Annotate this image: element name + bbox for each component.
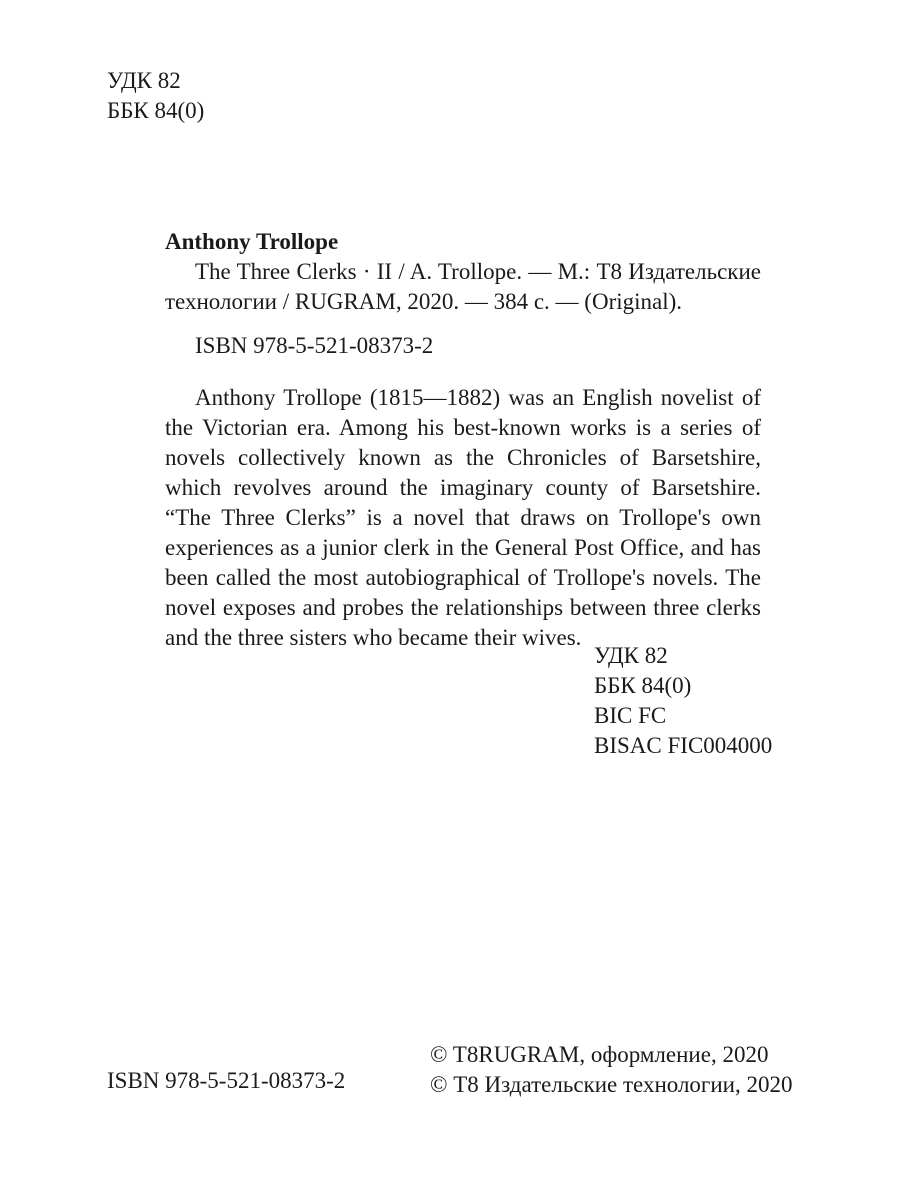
book-annotation: Anthony Trollope (1815—1882) was an English novelist of the Victorian era. Among his best-known works is a series of novels collectively known as the Chronicles of Barsetshire, which revolves around the imaginary county of Barsetshire. “The Three Clerks” is a novel that draws on Trollope's own experiences as a junior clerk in the General Post Office, and has been called the most autobiographical of Trollope's novels. The novel exposes and probes the relationships between three clerks and the three sisters who became their wives. [165,385,761,650]
top-classification-codes [107,66,204,126]
right-classification-codes [594,641,772,761]
isbn-number: ISBN 978-5-521-08373-2 [195,333,434,358]
udk-code-right: УДК 82 [594,643,668,668]
bisac-code: BISAC FIC004000 [594,733,773,758]
bibliographic-description: The Three Clerks · II / A. Trollope. — М.: Т8 Издательские технологии / RUGRAM, 2020. — 384 с. — (Original). [165,259,761,314]
bic-code: BIC FC [594,703,667,728]
copyright-block [430,1040,793,1100]
udk-code: УДК 82 [107,68,181,93]
copyright-line-publisher: © Т8 Издательские технологии, 2020 [430,1072,793,1097]
author-name: Anthony Trollope [165,229,339,254]
bibliographic-entry [165,227,761,317]
bottom-isbn: ISBN 978-5-521-08373-2 [107,1068,346,1093]
bbk-code: ББК 84(0) [107,98,205,123]
bbk-code-right: ББК 84(0) [594,673,692,698]
copyright-line-design: © T8RUGRAM, оформление, 2020 [430,1042,769,1067]
